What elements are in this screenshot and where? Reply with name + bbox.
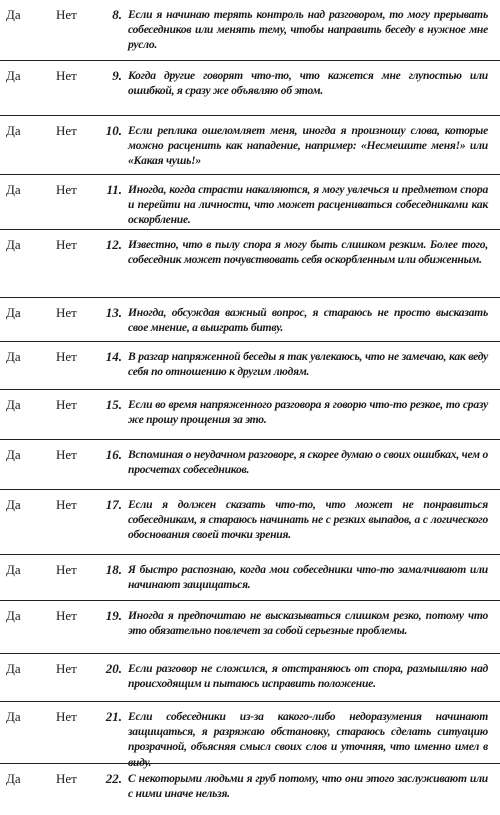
item-text: Если разговор не сложился, я отстраняюсь от спора, размышляю над происходящим и пытаюсь исправить положение.	[128, 662, 488, 691]
item-text: С некоторыми людьми я груб потому, что они этого заслуживают или с ними иначе нельзя.	[128, 772, 488, 801]
item-text: Если я должен сказать что-то, что может не понравиться собеседникам, я стараюсь начинать не с резких выпадов, а с логического обоснования своей точки зрения.	[128, 498, 488, 542]
yes-option[interactable]: Да	[6, 68, 21, 83]
yes-option[interactable]: Да	[6, 608, 21, 623]
item-text: Иногда я предпочитаю не высказываться слишком резко, потому что это обязательно повлечет за собой серьезные проблемы.	[128, 609, 488, 638]
list-item	[0, 440, 500, 490]
yes-option[interactable]: Да	[6, 305, 21, 320]
yes-option[interactable]: Да	[6, 497, 21, 512]
item-text: Иногда, когда страсти накаляются, я могу увлечься и предметом спора и перейти на личности, что может расцениваться собеседниками как оскорбление.	[128, 183, 488, 227]
no-option[interactable]: Нет	[56, 608, 77, 623]
no-option[interactable]: Нет	[56, 123, 77, 138]
list-item	[0, 702, 500, 769]
yes-option[interactable]: Да	[6, 397, 21, 412]
item-text: Если во время напряженного разговора я говорю что-то резкое, то сразу же прошу прощения за это.	[128, 398, 488, 427]
yes-option[interactable]: Да	[6, 123, 21, 138]
yes-option[interactable]: Да	[6, 562, 21, 577]
no-option[interactable]: Нет	[56, 447, 77, 462]
list-item	[0, 390, 500, 440]
item-text: Если собеседники из-за какого-либо недоразумения начинают защищаться, я разряжаю обстановку, стараюсь сделать ситуацию прозрачной, объясняя смысл своих слов и уточняя, что именно имел в виду.	[128, 710, 488, 769]
item-text: В разгар напряженной беседы я так увлекаюсь, что не замечаю, как веду себя по отношению к другим людям.	[128, 350, 488, 379]
yes-option[interactable]: Да	[6, 7, 21, 22]
no-option[interactable]: Нет	[56, 7, 77, 22]
no-option[interactable]: Нет	[56, 305, 77, 320]
item-number: 11.	[106, 182, 122, 197]
no-option[interactable]: Нет	[56, 182, 77, 197]
no-option[interactable]: Нет	[56, 497, 77, 512]
no-option[interactable]: Нет	[56, 68, 77, 83]
item-number: 16.	[105, 447, 122, 462]
item-number: 19.	[105, 608, 122, 623]
no-option[interactable]: Нет	[56, 397, 77, 412]
item-number: 20.	[105, 661, 122, 676]
item-number: 17.	[105, 497, 122, 512]
item-number: 21.	[105, 709, 122, 724]
list-item	[0, 61, 500, 116]
item-text: Когда другие говорят что-то, что кажется мне глупостью или ошибкой, я сразу же объявляю об этом.	[128, 69, 488, 98]
list-item	[0, 490, 500, 555]
list-item	[0, 116, 500, 175]
list-item	[0, 0, 500, 61]
item-text: Известно, что в пылу спора я могу быть слишком резким. Более того, собеседник может почувствовать себя оскорбленным или обиженным.	[128, 238, 488, 267]
item-text: Если я начинаю терять контроль над разговором, то могу прерывать собеседников или менять тему, чтобы направить беседу в нужное мне русло.	[128, 8, 488, 52]
yes-option[interactable]: Да	[6, 349, 21, 364]
item-number: 10.	[105, 123, 122, 138]
list-item	[0, 230, 500, 298]
list-item	[0, 601, 500, 654]
item-number: 9.	[112, 68, 122, 83]
yes-option[interactable]: Да	[6, 709, 21, 724]
item-text: Иногда, обсуждая важный вопрос, я стараюсь не просто высказать свое мнение, а выиграть битву.	[128, 306, 488, 335]
no-option[interactable]: Нет	[56, 661, 77, 676]
list-item	[0, 764, 500, 815]
yes-option[interactable]: Да	[6, 447, 21, 462]
no-option[interactable]: Нет	[56, 349, 77, 364]
yes-option[interactable]: Да	[6, 771, 21, 786]
item-number: 15.	[105, 397, 122, 412]
list-item	[0, 555, 500, 601]
yes-option[interactable]: Да	[6, 661, 21, 676]
no-option[interactable]: Нет	[56, 709, 77, 724]
item-number: 22.	[105, 771, 122, 786]
no-option[interactable]: Нет	[56, 237, 77, 252]
no-option[interactable]: Нет	[56, 771, 77, 786]
item-number: 12.	[105, 237, 122, 252]
list-item	[0, 298, 500, 342]
list-item	[0, 342, 500, 390]
list-item	[0, 175, 500, 230]
item-text: Если реплика ошеломляет меня, иногда я произношу слова, которые можно расценить как нападение, например: «Несмешите меня!» или «Какая чушь!»	[128, 124, 488, 168]
list-item	[0, 654, 500, 702]
yes-option[interactable]: Да	[6, 237, 21, 252]
item-number: 8.	[112, 7, 122, 22]
no-option[interactable]: Нет	[56, 562, 77, 577]
item-number: 13.	[105, 305, 122, 320]
item-number: 14.	[105, 349, 122, 364]
item-number: 18.	[105, 562, 122, 577]
yes-option[interactable]: Да	[6, 182, 21, 197]
item-text: Я быстро распознаю, когда мои собеседники что-то замалчивают или начинают защищаться.	[128, 563, 488, 592]
item-text: Вспоминая о неудачном разговоре, я скорее думаю о своих ошибках, чем о просчетах собеседников.	[128, 448, 488, 477]
